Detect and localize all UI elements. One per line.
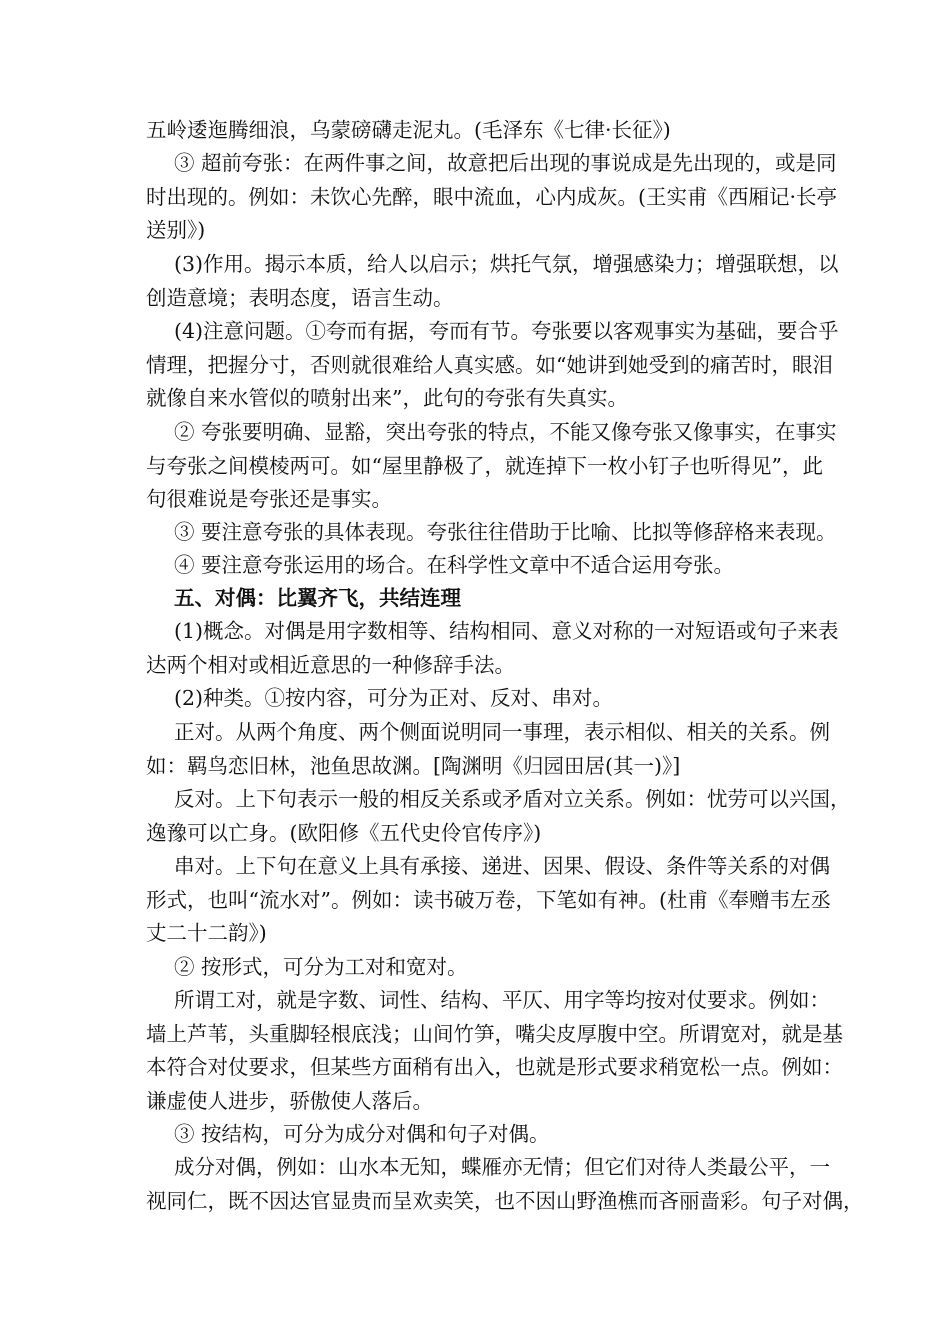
- text-line: 与夸张之间模棱两可。如“屋里静极了，就连掉下一枚小钉子也听得见”，此: [146, 453, 823, 478]
- text-line: 时出现的。例如：未饮心先醉，眼中流血，心内成灰。(王实甫《西厢记·长亭: [146, 184, 838, 209]
- text-line: ③ 要注意夸张的具体表现。夸张往往借助于比喻、比拟等修辞格来表现。: [174, 520, 837, 544]
- text-line: 就像自来水管似的喷射出来”，此句的夸张有失真实。: [146, 386, 628, 410]
- paragraph: [146, 1118, 810, 1152]
- text-line: 创造意境；表明态度，语言生动。: [146, 285, 454, 310]
- paragraph: [146, 416, 837, 517]
- text-line: ③ 按结构，可分为成分对偶和句子对偶。: [174, 1122, 550, 1146]
- section-heading: [146, 582, 810, 616]
- text-line: 形式，也叫“流水对”。例如：读书破万卷，下笔如有神。(杜甫《奉赠韦左丞: [146, 887, 831, 912]
- text-line: 丈二十二韵》): [146, 921, 267, 945]
- text-line: ④ 要注意夸张运用的场合。在科学性文章中不适合运用夸张。: [174, 553, 735, 577]
- paragraph: [146, 682, 810, 716]
- text-line: (3)作用。揭示本质，给人以启示；烘托气氛，增强感染力；增强联想，以: [174, 252, 839, 276]
- text-line: 句很难说是夸张还是事实。: [146, 487, 392, 511]
- paragraph: [146, 114, 810, 148]
- text-line: 墙上芦苇，头重脚轻根底浅；山间竹笋，嘴尖皮厚腹中空。所谓宽对，就是基: [146, 1021, 843, 1046]
- text-line: 反对。上下句表示一般的相反关系或矛盾对立关系。例如：忧劳可以兴国，: [174, 787, 851, 811]
- text-line: ② 夸张要明确、显豁，突出夸张的特点，不能又像夸张又像事实，在事实: [174, 420, 837, 444]
- text-line: ③ 超前夸张：在两件事之间，故意把后出现的事说成是先出现的，或是同: [174, 151, 837, 175]
- paragraph: [146, 951, 810, 985]
- paragraph: [146, 248, 839, 315]
- text-line: 送别》): [146, 218, 206, 242]
- text-line: 如：羁鸟恋旧林，池鱼思故渊。[陶渊明《归园田居(其一)》]: [146, 753, 681, 778]
- text-line: (4)注意问题。①夸而有据，夸而有节。夸张要以客观事实为基础，要合乎: [174, 319, 839, 343]
- text-line: 本符合对仗要求，但某些方面稍有出入，也就是形式要求稍宽松一点。例如：: [146, 1055, 843, 1079]
- text-line: 串对。上下句在意义上具有承接、递进、因果、假设、条件等关系的对偶: [174, 854, 830, 878]
- text-line: 达两个相对或相近意思的一种修辞手法。: [146, 652, 515, 677]
- paragraph: [146, 315, 839, 416]
- paragraph: [146, 549, 810, 583]
- paragraph: [146, 1151, 864, 1218]
- paragraph: [146, 615, 839, 682]
- text-line: 情理，把握分寸，否则就很难给人真实感。如“她讲到她受到的痛苦时，眼泪: [146, 352, 833, 377]
- text-line: (2)种类。①按内容，可分为正对、反对、串对。: [174, 686, 614, 710]
- paragraph: [146, 984, 843, 1118]
- text-line: 谦虚使人进步，骄傲使人落后。: [146, 1088, 433, 1113]
- text-line: (1)概念。对偶是用字数相等、结构相同、意义对称的一对短语或句子来表: [174, 619, 839, 643]
- text-line: 所谓工对，就是字数、词性、结构、平仄、用字等均按对仗要求。例如：: [174, 988, 830, 1012]
- paragraph: [146, 783, 851, 850]
- text-line: ② 按形式，可分为工对和宽对。: [174, 955, 468, 979]
- paragraph: [146, 516, 837, 550]
- paragraph: [146, 716, 830, 783]
- text-line: 五岭逶迤腾细浪，乌蒙磅礴走泥丸。(毛泽东《七律·长征》): [146, 118, 671, 142]
- text-line: 视同仁，既不因达官显贵而呈欢卖笑，也不因山野渔樵而吝丽啬彩。句子对偶，: [146, 1188, 864, 1213]
- text-line: 成分对偶，例如：山水本无知，蝶雁亦无情；但它们对待人类最公平，一: [174, 1155, 830, 1179]
- paragraph: [146, 850, 831, 951]
- text-line: 五、对偶：比翼齐飞，共结连理: [174, 586, 461, 610]
- text-line: 正对。从两个角度、两个侧面说明同一事理，表示相似、相关的关系。例: [174, 720, 830, 744]
- text-line: 逸豫可以亡身。(欧阳修《五代史伶官传序》): [146, 820, 542, 845]
- paragraph: [146, 147, 838, 248]
